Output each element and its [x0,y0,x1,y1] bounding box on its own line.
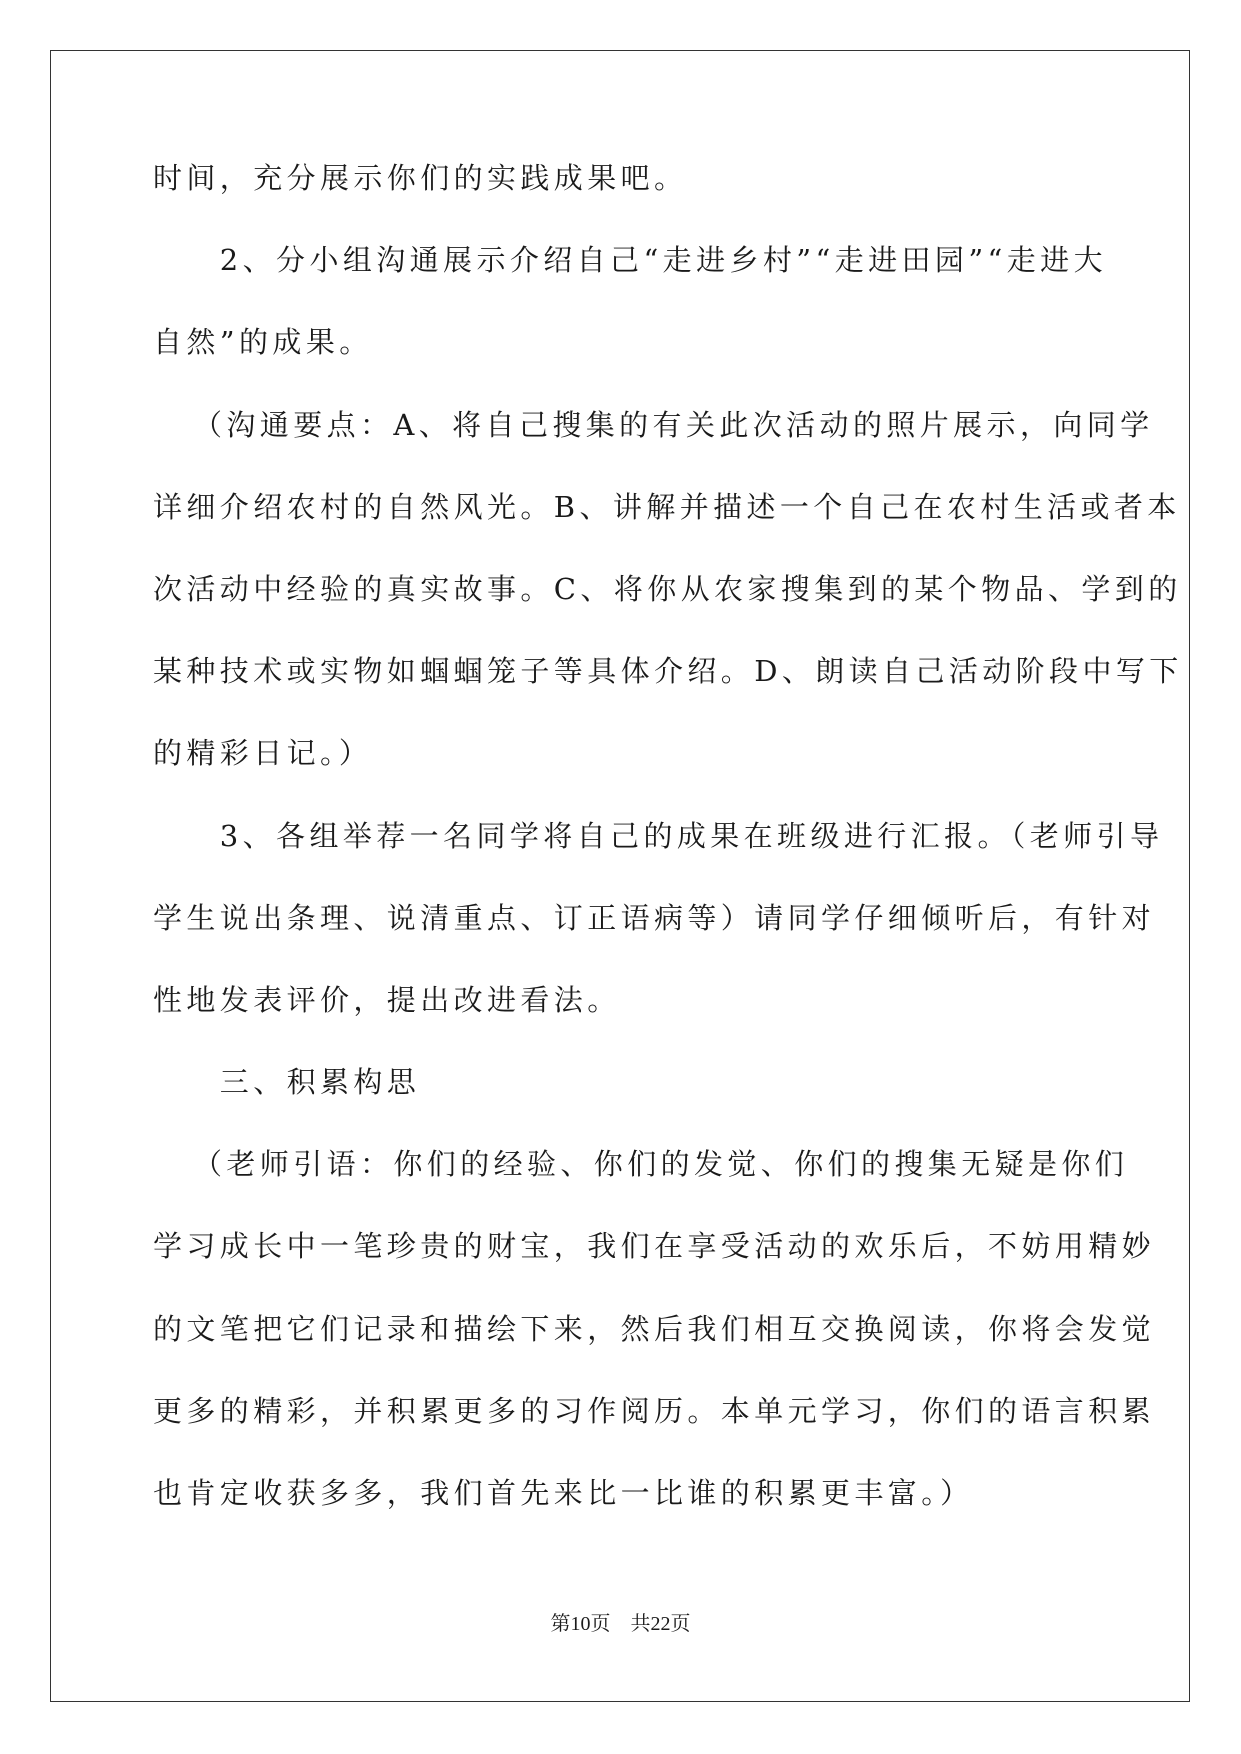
text-line: （老师引语：你们的经验、你们的发觉、你们的搜集无疑是你们 [193,1147,1129,1182]
text-line: 的文笔把它们记录和描绘下来，然后我们相互交换阅读，你将会发觉 [153,1311,1156,1346]
text-line: 三、积累构思 [153,1065,421,1100]
text-line: 详细介绍农村的自然风光。B、讲解并描述一个自己在农村生活或者本 [153,489,1181,524]
text-line: 学生说出条理、说清重点、订正语病等）请同学仔细倾听后，有针对 [153,900,1156,935]
text-line: 自然”的成果。 [153,325,373,360]
text-line: 次活动中经验的真实故事。C、将你从农家搜集到的某个物品、学到的 [153,571,1182,606]
text-line: 时间，充分展示你们的实践成果吧。 [153,161,688,195]
text-line: 学习成长中一笔珍贵的财宝，我们在享受活动的欢乐后，不妨用精妙 [153,1229,1156,1264]
text-line: （沟通要点：A、将自己搜集的有关此次活动的照片展示，向同学 [193,407,1154,442]
text-line: 3、各组举荐一名同学将自己的成果在班级进行汇报。（老师引导 [153,818,1164,853]
text-line: 2、分小组沟通展示介绍自己“走进乡村”“走进田园”“走进大 [153,243,1107,278]
text-line: 某种技术或实物如蝈蝈笼子等具体介绍。D、朗读自己活动阶段中写下 [153,654,1183,689]
text-line: 也肯定收获多多，我们首先来比一比谁的积累更丰富。） [153,1476,974,1510]
text-line: 性地发表评价，提出改进看法。 [153,982,621,1017]
page-number-footer: 第10页 共22页 [550,1613,691,1635]
document-body [153,160,1183,1557]
text-line: 更多的精彩，并积累更多的习作阅历。本单元学习，你们的语言积累 [153,1393,1156,1428]
text-line: 的精彩日记。） [153,736,373,771]
